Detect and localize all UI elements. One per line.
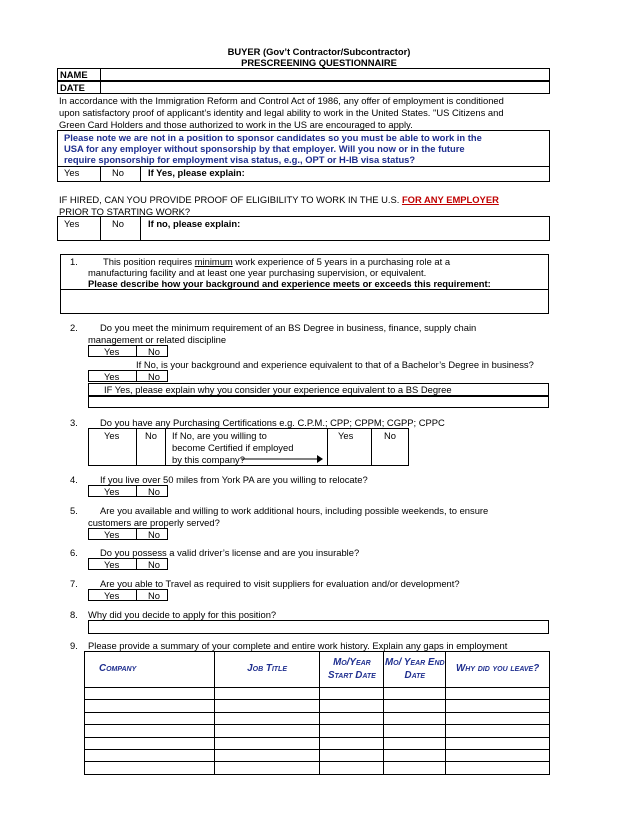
q3-line-1: Do you have any Purchasing Certifications e.g. C.P.M.; CPP; CPPM; CGPP; CPPC [100,417,445,428]
table-cell[interactable] [320,725,384,737]
q2-number: 2. [70,322,78,333]
q4-yes[interactable]: Yes [104,486,120,497]
table-cell[interactable] [85,762,215,774]
q2-explain-field[interactable] [88,396,549,408]
table-row [85,749,550,761]
name-field[interactable] [57,68,550,81]
table-cell[interactable] [214,700,320,712]
q3-willing-line-3: by this company? [172,454,245,465]
q6-yes[interactable]: Yes [104,559,120,570]
table-cell[interactable] [384,749,446,761]
table-cell[interactable] [320,762,384,774]
q1-line-3: Please describe how your background and experience meets or exceeds this requirement: [88,278,491,289]
intro-line-1: In accordance with the Immigration Reform and Control Act of 1986, any offer of employment is conditioned [59,95,504,106]
proof-yes[interactable]: Yes [64,218,80,229]
q3-no[interactable]: No [145,430,157,441]
table-cell[interactable] [446,749,550,761]
q2-no-2[interactable]: No [148,371,160,382]
table-cell[interactable] [214,737,320,749]
form-title: BUYER (Gov’t Contractor/Subcontractor) [227,46,411,57]
table-cell[interactable] [320,700,384,712]
table-row [85,688,550,700]
table-row [85,712,550,724]
table-cell[interactable] [85,700,215,712]
table-cell[interactable] [384,725,446,737]
name-label: NAME [60,69,88,80]
table-cell[interactable] [320,749,384,761]
date-field[interactable] [57,81,550,94]
intro-line-2: upon satisfactory proof of applicant’s identity and legal ability to work in the United States. "US Citizens and [59,107,504,118]
q1-line-2: manufacturing facility and at least one year purchasing supervision, or equivalent. [88,267,427,278]
proof-no[interactable]: No [112,218,124,229]
sponsor-line-1: Please note we are not in a position to sponsor candidates so you must be able to work in the [64,132,482,143]
work-history-table [84,651,550,775]
q4-text: If you live over 50 miles from York PA are you willing to relocate? [100,474,368,485]
table-cell[interactable] [446,737,550,749]
q7-no[interactable]: No [148,590,160,601]
q9-text: Please provide a summary of your complete and entire work history. Explain any gaps in employment [88,640,508,651]
table-cell[interactable] [446,688,550,700]
q5-no[interactable]: No [148,529,160,540]
q3-no-2[interactable]: No [384,430,396,441]
q7-yes[interactable]: Yes [104,590,120,601]
proof-box [57,216,550,241]
table-cell[interactable] [85,688,215,700]
col-job-title: Job Title [214,652,320,688]
q9-number: 9. [70,640,78,651]
q3-number: 3. [70,417,78,428]
q6-number: 6. [70,547,78,558]
intro-line-3: Green Card Holders and those authorized to work in the US are encouraged to apply. [59,119,413,130]
q5-number: 5. [70,505,78,516]
table-cell[interactable] [384,688,446,700]
table-cell[interactable] [446,700,550,712]
table-cell[interactable] [214,688,320,700]
col-start-date: Mo/Year Start Date [320,652,384,688]
q2-yes-2[interactable]: Yes [104,371,120,382]
table-cell[interactable] [446,712,550,724]
q5-yes[interactable]: Yes [104,529,120,540]
q2-line-1: Do you meet the minimum requirement of an BS Degree in business, finance, supply chain [100,322,477,333]
sponsor-yes[interactable]: Yes [64,167,80,178]
q8-number: 8. [70,609,78,620]
col-company: Company [85,652,215,688]
q4-no[interactable]: No [148,486,160,497]
sponsor-line-2: USA for any employer without sponsorship by that employer. Will you now or in the future [64,143,465,154]
q4-number: 4. [70,474,78,485]
table-cell[interactable] [85,749,215,761]
q2-yes[interactable]: Yes [104,346,120,357]
q2-explain-label: IF Yes, please explain why you consider your experience equivalent to a BS Degree [104,384,452,395]
table-row [85,725,550,737]
table-row [85,700,550,712]
table-cell[interactable] [214,712,320,724]
q8-answer-field[interactable] [88,620,549,634]
table-cell[interactable] [85,712,215,724]
table-row [85,737,550,749]
proof-explain-label: If no, please explain: [148,218,241,229]
form-subtitle: PRESCREENING QUESTIONNAIRE [241,57,397,68]
table-cell[interactable] [85,725,215,737]
q5-line-1: Are you available and willing to work additional hours, including possible weekends, to ensure [100,505,489,516]
q2-followup: If No, is your background and experience equivalent to that of a Bachelor’s Degree in business? [136,359,534,370]
table-cell[interactable] [320,688,384,700]
q2-no[interactable]: No [148,346,160,357]
sponsor-line-3: require sponsorship for employment visa status, e.g., OPT or H-IB visa status? [64,154,416,165]
table-cell[interactable] [446,762,550,774]
q6-text: Do you possess a valid driver’s license and are you insurable? [100,547,360,558]
q3-yes-2[interactable]: Yes [338,430,354,441]
table-cell[interactable] [214,749,320,761]
table-cell[interactable] [85,737,215,749]
q3-willing-line-1: If No, are you willing to [172,430,267,441]
table-cell[interactable] [384,762,446,774]
q7-text: Are you able to Travel as required to visit suppliers for evaluation and/or development? [100,578,460,589]
table-cell[interactable] [384,712,446,724]
q3-willing-line-2: become Certified if employed [172,442,294,453]
table-cell[interactable] [384,700,446,712]
q1-number: 1. [70,256,78,267]
q5-line-2: customers are properly served? [88,517,220,528]
q2-line-2: management or related discipline [88,334,227,345]
sponsor-no[interactable]: No [112,167,124,178]
q3-yes[interactable]: Yes [104,430,120,441]
table-cell[interactable] [446,725,550,737]
table-row [85,762,550,774]
date-label: DATE [60,82,85,93]
q1-line-1: This position requires minimum work experience of 5 years in a purchasing role at a [103,256,451,267]
proof-line-2: PRIOR TO STARTING WORK? [59,206,191,217]
col-reason: Why did you leave? [446,652,550,688]
col-end-date: Mo/ Year End Date [384,652,446,688]
table-cell[interactable] [214,725,320,737]
q7-number: 7. [70,578,78,589]
table-cell[interactable] [320,712,384,724]
q6-no[interactable]: No [148,559,160,570]
table-cell[interactable] [320,737,384,749]
arrow-right-icon [241,454,323,464]
table-cell[interactable] [384,737,446,749]
sponsor-explain-label: If Yes, please explain: [148,167,245,178]
q8-text: Why did you decide to apply for this position? [88,609,277,620]
proof-line-1: IF HIRED, CAN YOU PROVIDE PROOF OF ELIGIBILITY TO WORK IN THE U.S. FOR ANY EMPLOYER [59,194,499,205]
table-cell[interactable] [214,762,320,774]
